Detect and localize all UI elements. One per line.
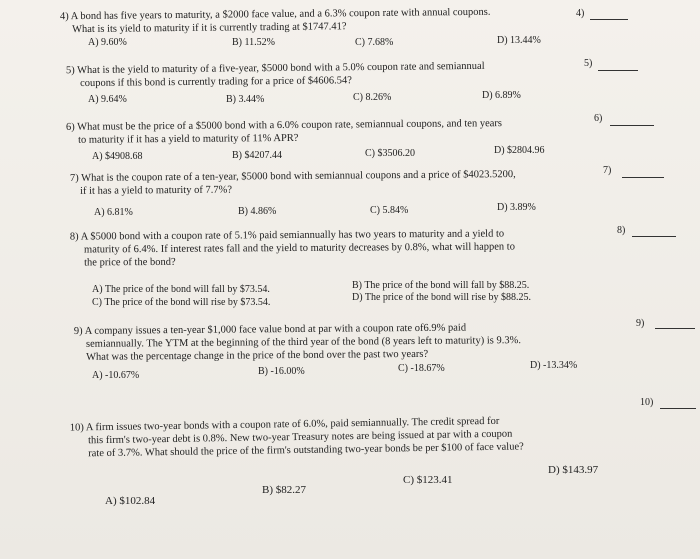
question-8-option-a: A) The price of the bond will fall by $73.54. — [92, 284, 270, 295]
question-9-number: 9) — [636, 318, 645, 329]
question-10-line-1: 10) A firm issues two-year bonds with a coupon rate of 6.0%, paid semiannually. The credit spread for — [69, 415, 500, 434]
question-5-option-b: B) 3.44% — [226, 94, 265, 105]
question-5-line-2: coupons if this bond is currently trading for a price of $4606.54? — [80, 75, 352, 90]
question-7-number: 7) — [603, 165, 612, 176]
question-5-line-1: 5) What is the yield to maturity of a five-year, $5000 bond with a 5.0% coupon rate and semiannual — [65, 60, 485, 77]
question-8-option-c: C) The price of the bond will rise by $73.54. — [92, 297, 271, 308]
question-6-option-c: C) $3506.20 — [365, 148, 415, 159]
question-4-option-c: C) 7.68% — [355, 37, 394, 48]
question-4-line-2: What is its yield to maturity if it is currently trading at $1747.41? — [72, 21, 347, 36]
question-4-option-b: B) 11.52% — [232, 37, 275, 48]
answer-blank-7[interactable] — [622, 177, 664, 178]
question-8-option-b: B) The price of the bond will fall by $88.25. — [352, 280, 530, 291]
question-4 — [60, 6, 491, 37]
question-5-option-a: A) 9.64% — [88, 94, 127, 105]
question-7-option-a: A) 6.81% — [94, 207, 133, 218]
question-6-line-1: 6) What must be the price of a $5000 bond with a 6.0% coupon rate, semiannual coupons, and ten years — [65, 118, 503, 133]
question-10-option-c: C) $123.41 — [403, 474, 453, 486]
question-6-line-2: to maturity if it has a yield to maturity of 11% APR? — [78, 132, 299, 146]
question-9 — [74, 321, 521, 364]
question-10-number: 10) — [640, 397, 654, 408]
question-9-option-c: C) -18.67% — [398, 363, 445, 374]
answer-blank-8[interactable] — [632, 236, 676, 237]
question-10-line-3: rate of 3.7%. What should the price of the firm's outstanding two-year bonds be per $100 of face value? — [88, 441, 524, 460]
question-6-option-d: D) $2804.96 — [494, 145, 545, 156]
question-10 — [70, 414, 524, 460]
question-4-option-a: A) 9.60% — [88, 37, 127, 48]
question-9-line-3: What was the percentage change in the price of the bond over the past two years? — [86, 348, 429, 363]
question-6 — [66, 117, 502, 147]
question-6-number: 6) — [594, 113, 603, 124]
question-8-line-2: maturity of 6.4%. If interest rates fall and the yield to maturity decreases by 0.8%, what will happen to — [83, 241, 516, 256]
question-8-option-d: D) The price of the bond will rise by $88.25. — [352, 292, 531, 303]
answer-blank-10[interactable] — [660, 408, 696, 409]
question-7-line-2: if it has a yield to maturity of 7.7%? — [80, 184, 233, 197]
question-5 — [66, 60, 485, 90]
answer-blank-9[interactable] — [655, 328, 695, 329]
question-8-number: 8) — [617, 225, 626, 236]
answer-blank-4[interactable] — [590, 19, 628, 20]
question-6-option-b: B) $4207.44 — [232, 150, 282, 161]
question-10-option-b: B) $82.27 — [262, 484, 306, 496]
question-4-option-d: D) 13.44% — [497, 35, 541, 46]
question-10-line-2: this firm's two-year debt is 0.8%. New two-year Treasury notes are being issued at par with a coupon — [87, 428, 513, 447]
question-10-option-a: A) $102.84 — [105, 495, 156, 507]
question-7-option-d: D) 3.89% — [497, 202, 536, 213]
question-4-number: 4) — [576, 8, 585, 19]
question-5-number: 5) — [584, 58, 593, 69]
question-7-option-b: B) 4.86% — [238, 206, 277, 217]
question-5-option-c: C) 8.26% — [353, 92, 392, 103]
question-9-line-1: 9) A company issues a ten-year $1,000 face value bond at par with a coupon rate of6.9% paid — [73, 322, 467, 337]
question-7-option-c: C) 5.84% — [370, 205, 409, 216]
question-9-option-a: A) -10.67% — [92, 370, 140, 381]
question-8-line-1: 8) A $5000 bond with a coupon rate of 5.1% paid semiannually has two years to maturity and a yield to — [69, 228, 505, 243]
question-4-line-1: 4) A bond has five years to maturity, a $2000 face value, and a 6.3% coupon rate with annual coupons. — [59, 6, 491, 23]
question-5-option-d: D) 6.89% — [482, 90, 521, 101]
question-9-option-d: D) -13.34% — [530, 360, 578, 371]
question-8-line-3: the price of the bond? — [84, 256, 176, 269]
answer-blank-5[interactable] — [598, 70, 638, 71]
question-10-option-d: D) $143.97 — [548, 464, 599, 476]
question-9-line-2: semiannually. The YTM at the beginning of the third year of the bond (8 years left to maturity) is 9.3%. — [85, 335, 522, 350]
question-7 — [70, 168, 516, 198]
question-7-line-1: 7) What is the coupon rate of a ten-year, $5000 bond with semiannual coupons and a price of $4023.5200, — [69, 169, 516, 184]
question-6-option-a: A) $4908.68 — [92, 151, 143, 162]
question-9-option-b: B) -16.00% — [258, 366, 305, 377]
answer-blank-6[interactable] — [610, 125, 654, 126]
question-8 — [70, 227, 515, 269]
